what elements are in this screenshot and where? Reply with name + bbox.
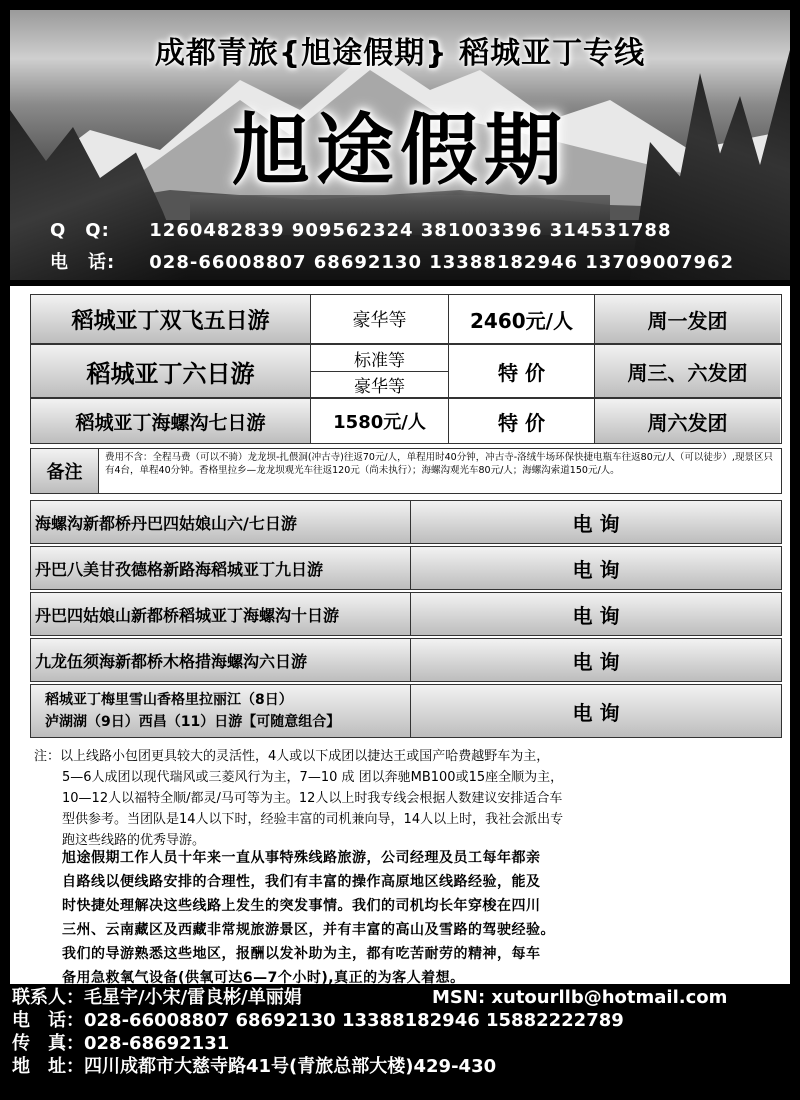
- intro-line: 自路线以便线路安排的合理性，我们有丰富的操作高原地区线路经验，能及: [62, 874, 541, 890]
- inquiry-status: 电 询: [572, 511, 620, 536]
- contact-label: 联系人：: [12, 987, 84, 1008]
- content-panel: [10, 286, 790, 984]
- address-label: 地 址：: [12, 1056, 84, 1077]
- intro-line: 时快捷处理解决这些线路上发生的突发事情。我们的司机均长年穿梭在四川: [62, 898, 541, 914]
- contact-footer: [12, 986, 792, 1078]
- tour-grade-standard: 标准等: [311, 345, 449, 372]
- tour-schedule: 周一发团: [595, 295, 780, 343]
- qq-numbers: 1260482839 909562324 381003396 314531788: [149, 220, 672, 241]
- tour-schedule: 周三、六发团: [595, 345, 780, 397]
- tel-label: 电 话:: [50, 252, 116, 273]
- note-line: 注：以上线路小包团更具较大的灵活性，4人或以下成团以捷达王或国产哈费越野车为主，: [34, 749, 550, 764]
- inquiry-tour-name-line2: 泸湖湖（9日）西昌（11）日游【可随意组合】: [45, 714, 341, 730]
- vehicle-note: [34, 746, 794, 851]
- tour-row: [30, 344, 782, 398]
- tour-grade: 1580元/人: [311, 399, 449, 443]
- inquiry-status: 电 询: [572, 557, 620, 582]
- header-title: 成都青旅{旭途假期} 稻城亚丁专线: [154, 36, 646, 71]
- tour-row: [30, 398, 782, 444]
- intro-line: 三州、云南藏区及西藏非常规旅游景区，并有丰富的高山及雪路的驾驶经验。: [62, 922, 555, 938]
- contact-line: [12, 986, 792, 1009]
- note-line: 型供参考。当团队是14人以下时，经验丰富的司机兼向导，14人以上时，我社会派出专: [62, 812, 564, 827]
- inquiry-row: [30, 592, 782, 636]
- tel-numbers: 028-66008807 68692130 13388182946 15882222789: [84, 1010, 624, 1031]
- tour-name: 稻城亚丁双飞五日游: [31, 295, 311, 343]
- inquiry-tour-name: 丹巴八美甘孜德格新路海稻城亚丁九日游: [31, 547, 411, 589]
- tour-name: 稻城亚丁六日游: [31, 345, 311, 397]
- tel-line: [50, 248, 734, 274]
- remarks-label: 备注: [31, 449, 99, 493]
- inquiry-status: 电 询: [572, 649, 620, 674]
- tel-label: 电 话：: [12, 1010, 84, 1031]
- fax-label: 传 真：: [12, 1033, 84, 1054]
- address-line: [12, 1055, 792, 1078]
- company-intro: [62, 846, 762, 990]
- tour-price: 特 价: [449, 399, 595, 443]
- tour-grade: 豪华等: [311, 295, 449, 343]
- inquiry-tour-name: 海螺沟新都桥丹巴四姑娘山六/七日游: [31, 501, 411, 543]
- note-line: 5—6人成团以现代瑞风或三菱风行为主，7—10 成 团以奔驰MB100或15座全顺为主，: [62, 770, 564, 785]
- tour-name: 稻城亚丁海螺沟七日游: [31, 399, 311, 443]
- fax-line: [12, 1032, 792, 1055]
- tour-price: 2460元/人: [449, 295, 595, 343]
- header-banner: [10, 10, 790, 280]
- contact-names: 毛星宇/小宋/雷良彬/单丽娟: [84, 987, 302, 1008]
- tel-numbers: 028-66008807 68692130 13388182946 13709007962: [149, 252, 735, 273]
- remarks-text: 费用不含：全程马费（可以不骑）龙龙坝-扎偎洞(冲古寺)往返70元/人，单程用时40分钟，冲古寺-洛绒牛场环保快捷电瓶车往返80元/人（可以徒步）,现景区只有4台，单程40分钟。香格里拉乡—龙龙坝观光车往返120元（尚未执行）；海螺沟观光车80元/人；海螺沟索道150元/人。: [105, 452, 773, 476]
- tour-row: [30, 294, 782, 344]
- tour-schedule: 周六发团: [595, 399, 780, 443]
- inquiry-row: [30, 684, 782, 738]
- note-line: 跑这些线路的优秀导游。: [62, 833, 206, 848]
- remarks-row: [30, 448, 782, 494]
- qq-line: [50, 216, 671, 242]
- intro-line: 旭途假期工作人员十年来一直从事特殊线路旅游，公司经理及员工每年都亲: [62, 850, 541, 866]
- inquiry-tour-name: 丹巴四姑娘山新都桥稻城亚丁海螺沟十日游: [31, 593, 411, 635]
- inquiry-tour-name: [31, 685, 411, 737]
- tour-grade-luxury: 豪华等: [311, 372, 449, 397]
- intro-line: 备用急救氧气设备(供氧可达6—7个小时),真正的为客人着想。: [62, 970, 465, 986]
- fax-number: 028-68692131: [84, 1033, 230, 1054]
- inquiry-status: 电 询: [572, 700, 620, 725]
- msn-address[interactable]: MSN: xutourllb@hotmail.com: [432, 987, 728, 1008]
- address-text: 四川成都市大慈寺路41号(青旅总部大楼)429-430: [84, 1056, 497, 1077]
- inquiry-row: [30, 546, 782, 590]
- inquiry-row: [30, 500, 782, 544]
- inquiry-status: 电 询: [572, 603, 620, 628]
- tour-price: 特 价: [449, 345, 595, 397]
- intro-line: 我们的导游熟悉这些地区，报酬以发补助为主，都有吃苦耐劳的精神，每车: [62, 946, 541, 962]
- qq-label: Q Q:: [50, 220, 110, 241]
- inquiry-tour-name: 九龙伍须海新都桥木格措海螺沟六日游: [31, 639, 411, 681]
- note-line: 10—12人以福特全顺/都灵/马可等为主。12人以上时我专线会根据人数建议安排适合车: [62, 791, 563, 806]
- brand-title: 旭途假期: [231, 106, 568, 196]
- inquiry-tour-name-line1: 稻城亚丁梅里雪山香格里拉丽江（8日）: [45, 692, 293, 708]
- inquiry-row: [30, 638, 782, 682]
- tel-line: [12, 1009, 792, 1032]
